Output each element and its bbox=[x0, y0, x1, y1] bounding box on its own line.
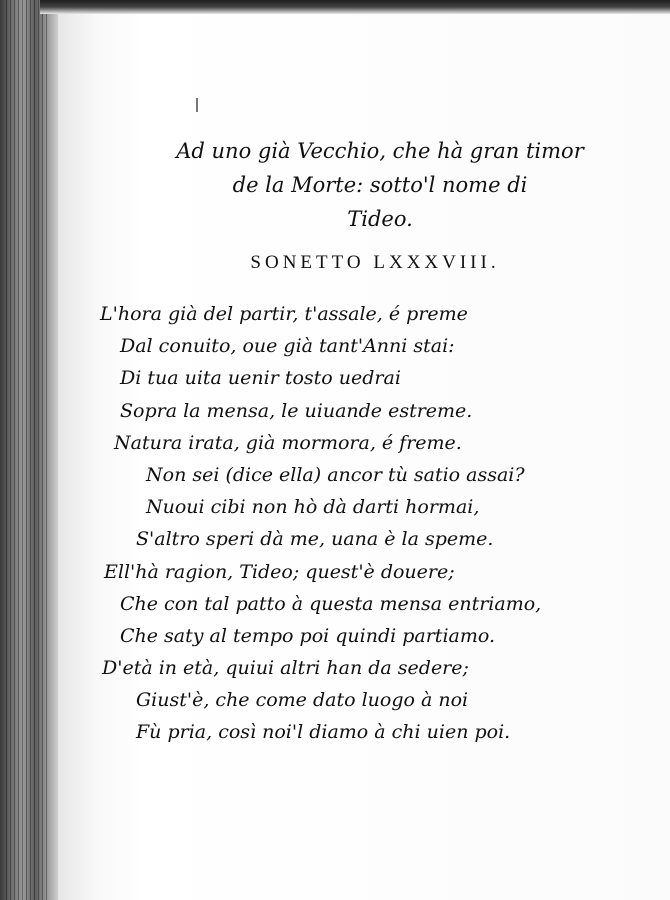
sonnet-text bbox=[100, 298, 580, 749]
poem-line: Sopra la mensa, le uiuande estreme. bbox=[120, 399, 473, 422]
poem-line: Di tua uita uenir tosto uedrai bbox=[120, 367, 401, 390]
ink-mark bbox=[196, 98, 198, 112]
poem-line: Nuoui cibi non hò dà darti hormai, bbox=[146, 496, 480, 519]
poem-line: Natura irata, già mormora, é freme. bbox=[114, 431, 462, 454]
dedication-line-1: Ad uno già Vecchio, che hà gran timor bbox=[176, 139, 584, 163]
poem-line: Ell'hà ragion, Tideo; quest'è douere; bbox=[104, 560, 455, 583]
page-edges bbox=[6, 0, 50, 900]
poem-line: S'altro speri dà me, uana è la speme. bbox=[136, 528, 494, 551]
dedication-line-2: de la Morte: sotto'l nome di bbox=[232, 173, 528, 197]
poem-line: Che saty al tempo poi quindi partiamo. bbox=[120, 624, 496, 647]
book-top-edge bbox=[40, 0, 670, 14]
poem-dedication bbox=[160, 134, 600, 236]
show-through-text bbox=[595, 300, 670, 770]
poem-line: Non sei (dice ella) ancor tù satio assai? bbox=[146, 463, 525, 486]
poem-line: Dal conuito, oue già tant'Anni stai: bbox=[120, 335, 455, 358]
poem-line: D'età in età, quiui altri han da sedere; bbox=[102, 657, 469, 680]
sonnet-heading: SONETTO LXXXVIII. bbox=[250, 252, 500, 273]
poem-line: Fù pria, così noi'l diamo à chi uien poi. bbox=[136, 721, 511, 744]
dedication-line-3: Tideo. bbox=[347, 207, 413, 231]
poem-line: Giust'è, che come dato luogo à noi bbox=[136, 689, 469, 712]
poem-line: Che con tal patto à questa mensa entriamo, bbox=[120, 592, 542, 615]
poem-line: L'hora già del partir, t'assale, é preme bbox=[100, 303, 468, 325]
